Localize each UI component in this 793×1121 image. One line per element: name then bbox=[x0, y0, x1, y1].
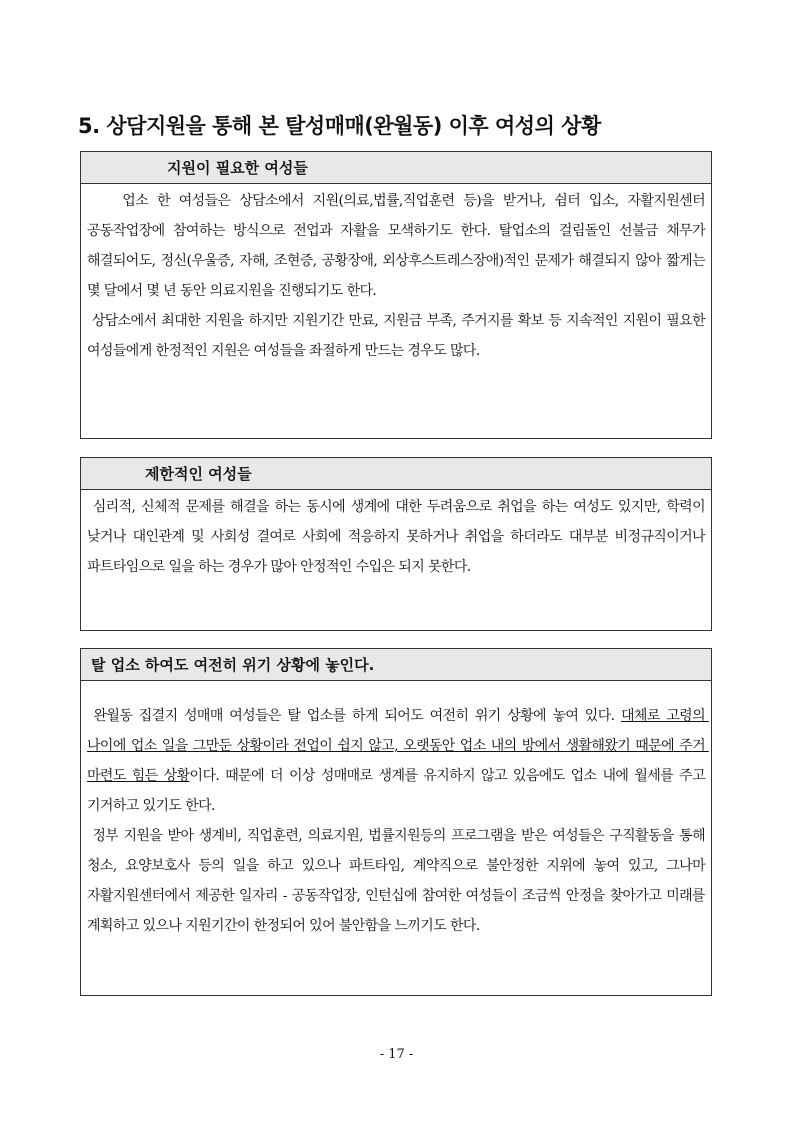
section-women-needing-support bbox=[80, 151, 712, 439]
paragraph: 업소 한 여성들은 상담소에서 지원(의료,법률,직업훈련 등)을 받거나, 쉼터 입소, 자활지원센터 공동작업장에 참여하는 방식으로 전업과 자활을 모색하기도 한다. 탈업소의 걸림돌인 선불금 채무가 해결되어도, 정신(우울증, 자해, 조현증, 공황장애, 외상후스트레스장애)적인 문제가 해결되지 않아 짧게는 몇 달에서 몇 년 동안 의료지원을 진행되기도 한다. bbox=[87, 193, 709, 299]
paragraph bbox=[87, 701, 709, 821]
underlined-text: 대체로 고령의 나이에 업소 일을 그만둔 상황이라 전업이 쉽지 않고, 오랫동안 업소 내의 방에서 생활해왔기 때문에 주거 마련도 힘든 상황 bbox=[87, 708, 709, 784]
paragraph-text: 완월동 집결지 성매매 여성들은 탈 업소를 하게 되어도 여전히 위기 상황에 놓여 있다. bbox=[87, 708, 621, 724]
paragraph: 상담소에서 최대한 지원을 하지만 지원기간 만료, 지원금 부족, 주거지를 확보 등 지속적인 지원이 필요한 여성들에게 한정적인 지원은 여성들을 좌절하게 만드는 경우도 많다. bbox=[87, 313, 709, 359]
section-still-in-crisis bbox=[80, 648, 712, 996]
section-title: 지원이 필요한 여성들 bbox=[81, 152, 711, 184]
page-heading: 5. 상담지원을 통해 본 탈성매매(완월동) 이후 여성의 상황 bbox=[78, 114, 601, 138]
paragraph: 심리적, 신체적 문제를 해결을 하는 동시에 생계에 대한 두려움으로 취업을 하는 여성도 있지만, 학력이 낮거나 대인관계 및 사회성 결여로 사회에 적응하지 못하거나 취업을 하더라도 대부분 비정규직이거나 파트타임으로 일을 하는 경우가 많아 안정적인 수입은 되지 못한다. bbox=[87, 499, 709, 575]
paragraph-text: 이다. 때문에 더 이상 성매매로 생계를 유지하지 않고 있음에도 업소 내에 월세를 주고 기거하고 있기도 한다. bbox=[87, 768, 709, 814]
section-title: 제한적인 여성들 bbox=[81, 458, 711, 490]
section-body bbox=[81, 184, 711, 370]
section-body bbox=[81, 681, 711, 945]
section-title: 탈 업소 하여도 여전히 위기 상황에 놓인다. bbox=[81, 649, 711, 681]
section-body bbox=[81, 490, 711, 586]
paragraph: 정부 지원을 받아 생계비, 직업훈련, 의료지원, 법률지원등의 프로그램을 받은 여성들은 구직활동을 통해 청소, 요양보호사 등의 일을 하고 있으나 파트타임, 계약직으로 불안정한 지위에 놓여 있고, 그나마 자활지원센터에서 제공한 일자리 - 공동작업장, 인턴십에 참여한 여성들이 조금씩 안정을 찾아가고 미래를 계획하고 있으나 지원기간이 한정되어 있어 불안함을 느끼기도 한다. bbox=[87, 828, 709, 934]
section-limited-women bbox=[80, 457, 712, 631]
page-number: - 17 - bbox=[379, 1047, 414, 1062]
